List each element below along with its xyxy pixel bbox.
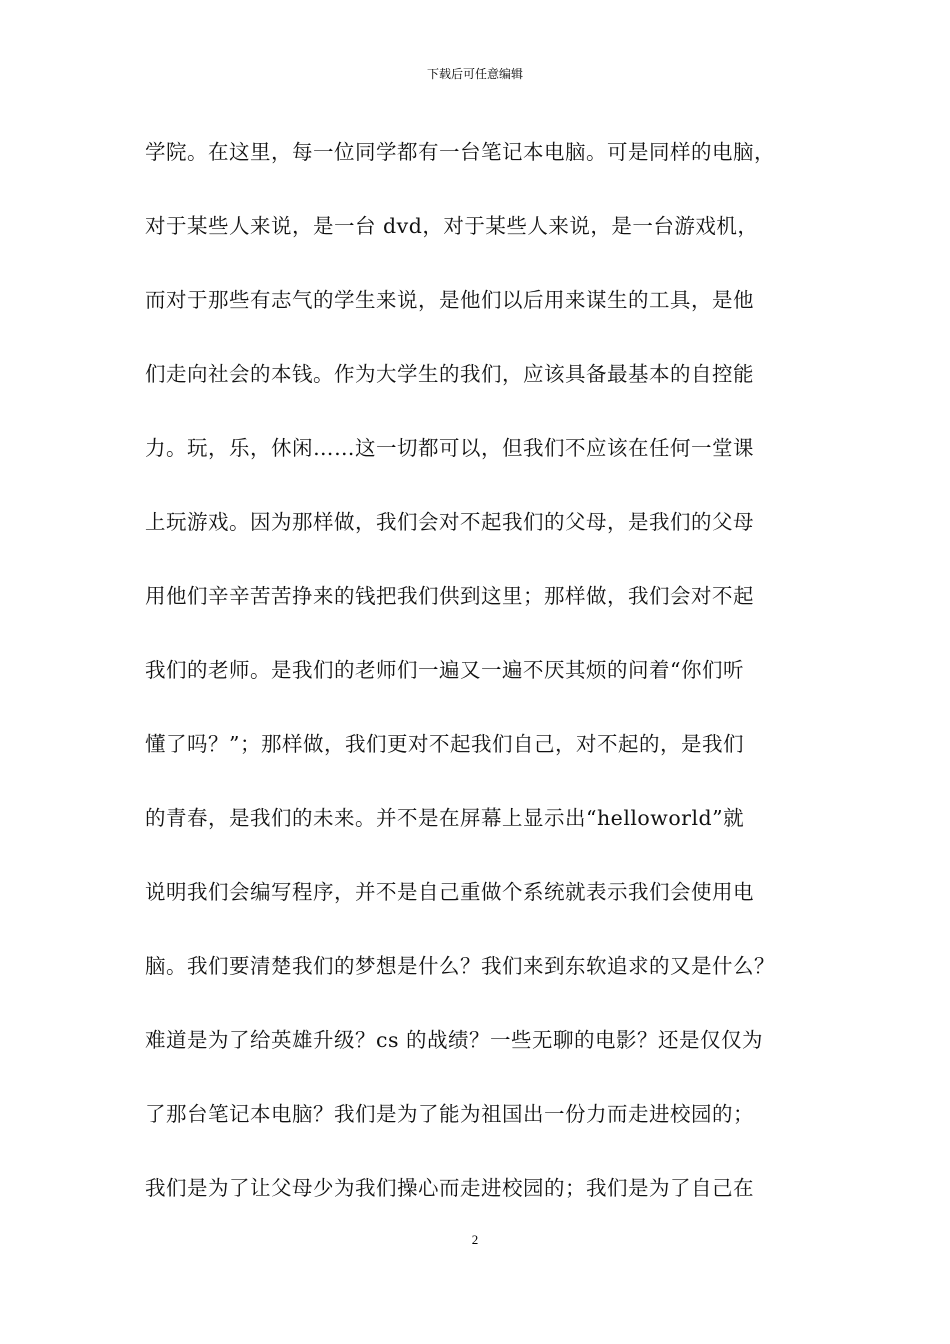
text-line: 而对于那些有志气的学生来说，是他们以后用来谋生的工具，是他 (145, 288, 754, 312)
text-line: 难道是为了给英雄升级？cs 的战绩？一些无聊的电影？还是仅仅为 (145, 1028, 764, 1052)
text-line: 的青春，是我们的未来。并不是在屏幕上显示出“helloworld”就 (145, 806, 745, 830)
text-line: 学院。在这里，每一位同学都有一台笔记本电脑。可是同样的电脑， (145, 140, 775, 164)
text-line: 用他们辛辛苦苦挣来的钱把我们供到这里；那样做，我们会对不起 (145, 584, 754, 608)
text-line: 脑。我们要清楚我们的梦想是什么？我们来到东软追求的又是什么？ (145, 954, 775, 978)
text-line: 说明我们会编写程序，并不是自己重做个系统就表示我们会使用电 (145, 880, 754, 904)
text-line: 上玩游戏。因为那样做，我们会对不起我们的父母，是我们的父母 (145, 510, 754, 534)
text-line: 对于某些人来说，是一台 dvd，对于某些人来说，是一台游戏机， (145, 214, 759, 238)
text-line: 了那台笔记本电脑？我们是为了能为祖国出一份力而走进校园的； (145, 1102, 754, 1126)
text-line: 们走向社会的本钱。作为大学生的我们，应该具备最基本的自控能 (145, 362, 754, 386)
page-number: 2 (471, 1232, 479, 1247)
page-header-note: 下载后可任意编辑 (426, 67, 523, 81)
text-line: 我们是为了让父母少为我们操心而走进校园的；我们是为了自己在 (145, 1176, 754, 1200)
text-line: 力。玩，乐，休闲……这一切都可以，但我们不应该在任何一堂课 (145, 436, 754, 460)
body-text (145, 132, 835, 1242)
text-line: 懂了吗？”；那样做，我们更对不起我们自己，对不起的，是我们 (145, 732, 744, 756)
text-line: 我们的老师。是我们的老师们一遍又一遍不厌其烦的问着“你们听 (145, 658, 744, 682)
